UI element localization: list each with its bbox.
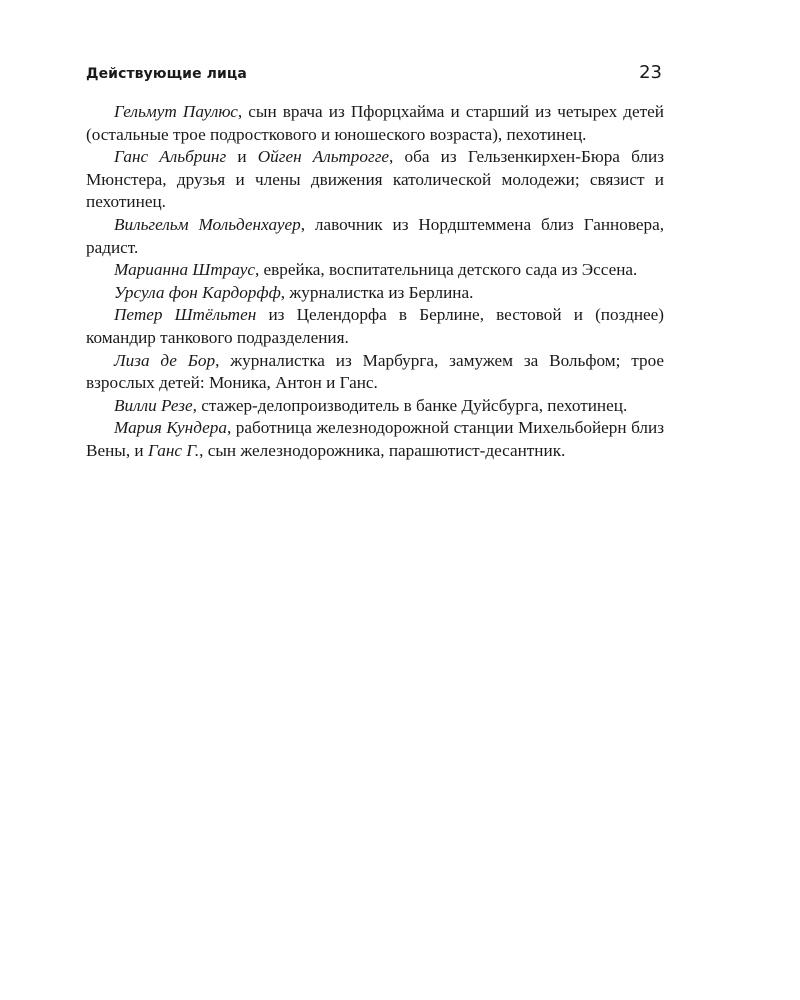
character-name: Ойген Альтрогге [257,147,390,167]
character-description: из Целендорфа в Берлине, вестовой и (позднее) командир танкового подразделения. [86,305,665,347]
character-description: , работница железнодорожной станции Михельбойерн близ Вены, и [86,418,664,460]
character-description: , еврейка, воспитательница детского сада из Эссена. [254,260,638,280]
character-name: Ганс Альбринг [114,147,227,167]
character-description: , сын врача из Пфорцхайма и старший из четырех детей (остальные трое подросткового и юношеского возраста), пехотинец. [86,102,664,144]
character-name: Вильгельм Мольденхауер [114,214,301,234]
character-name: Гельмут Паулюс [114,102,238,121]
character-description: , стажер-делопроизводитель в банке Дуйсбурга, пехотинец. [192,395,628,415]
character-entry [86,304,664,349]
character-name: Мария Кундера [114,418,227,438]
character-entry [86,214,664,259]
character-entry [86,282,664,305]
character-name: Ганс Г. [147,440,200,460]
name-connector: и [226,147,258,167]
character-list [86,101,664,463]
character-entry [86,417,664,462]
character-entry [86,101,664,146]
character-entry [86,146,664,214]
character-name: Петер Штёльтен [114,305,257,325]
character-description: , журналистка из Берлина. [280,282,474,302]
character-name: Марианна Штраус [114,260,255,280]
character-description: , сын железнодорожника, парашютист-десантник. [199,440,566,460]
character-description: , лавочник из Нордштеммена близ Ганновера, радист. [86,214,664,257]
character-description: , оба из Гельзенкирхен-Бюра близ Мюнстера, друзья и члены движения католической молодежи; связист и пехотинец. [86,147,664,212]
character-name: Лиза де Бор [114,350,216,370]
character-entry [86,259,664,282]
character-entry [86,350,664,395]
running-head [86,62,662,83]
page-number: 23 [639,62,662,83]
character-name: Урсула фон Кардорфф [114,282,281,302]
character-name: Вилли Резе [114,395,193,415]
section-title: Действующие лица [86,66,247,82]
character-entry [86,395,664,418]
character-description: , журналистка из Марбурга, замужем за Вольфом; трое взрослых детей: Моника, Антон и Ганс. [86,350,664,393]
